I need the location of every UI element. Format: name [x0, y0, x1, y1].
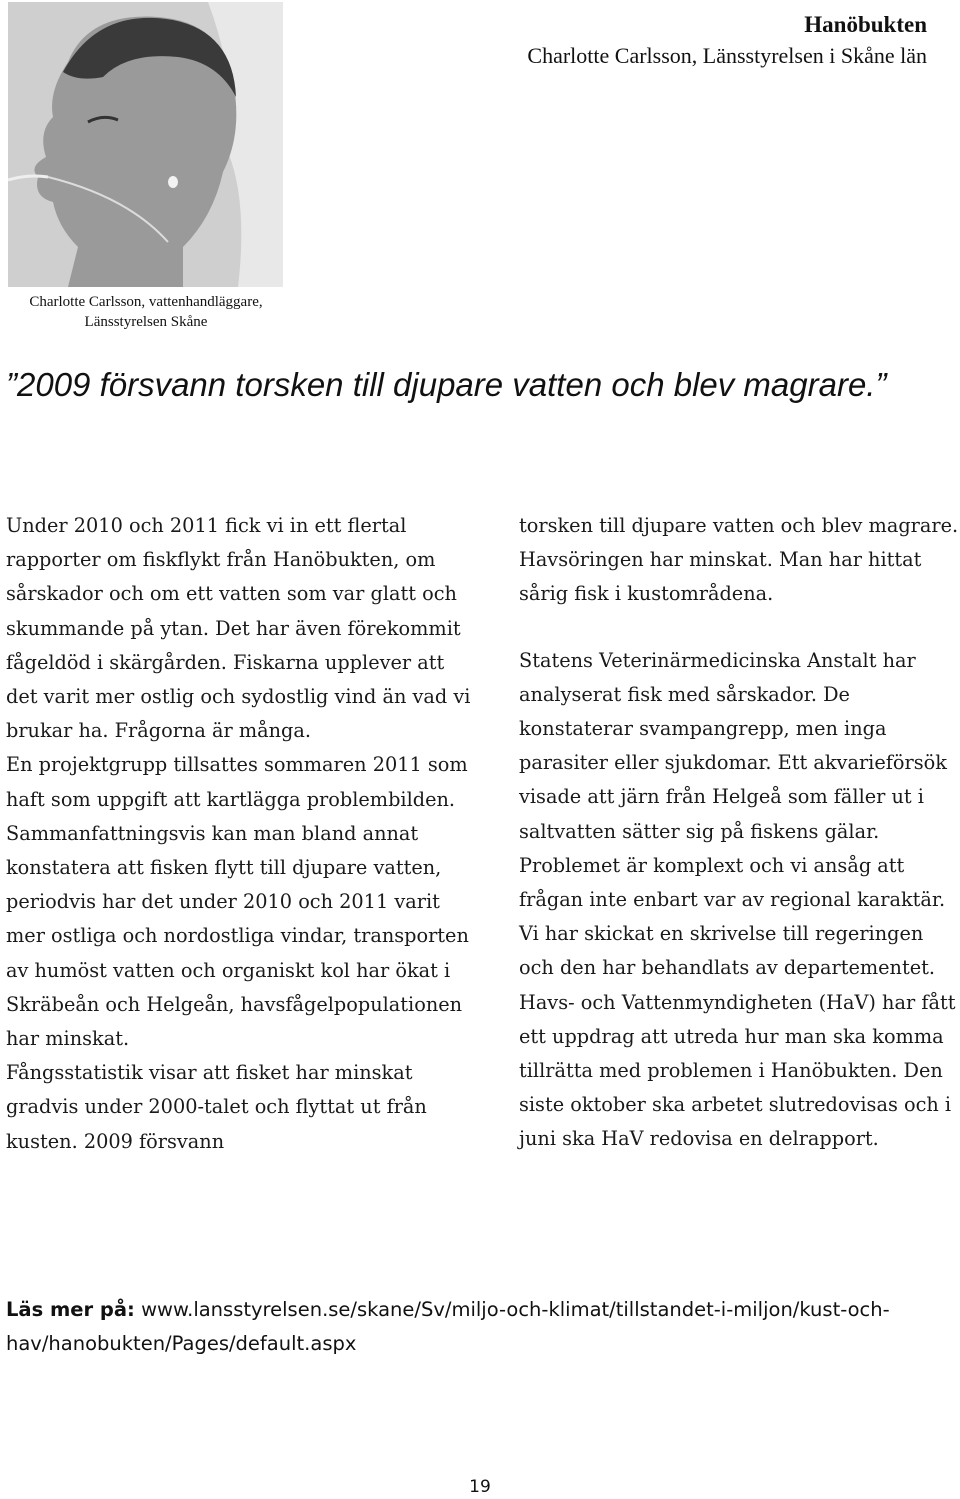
- pull-quote: ”2009 försvann torsken till djupare vatten och blev magrare.”: [6, 366, 887, 403]
- paragraph: Problemet är komplext och vi ansåg att frågan inte enbart var av regional karaktär. Vi har skickat en skrivelse till regeringen och den har behandlats av departementet. Havs- och Vattenmyndigheten (HaV) har fått ett uppdrag att utreda hur man ska komma tillrätta med problemen i Hanöbukten. Den siste oktober ska arbetet slutredovisas och i juni ska HaV redovisa en delrapport.: [519, 853, 956, 1151]
- photo-caption: [6, 292, 286, 332]
- body-column-right: [519, 509, 959, 1157]
- read-more-link[interactable]: www.lansstyrelsen.se/skane/Sv/miljo-och-klimat/tillstandet-i-miljon/kust-och-hav/hanobukten/Pages/default.aspx: [6, 1298, 890, 1355]
- caption-line-1: Charlotte Carlsson, vattenhandläggare,: [29, 294, 263, 310]
- caption-line-2: Länsstyrelsen Skåne: [84, 314, 208, 330]
- paragraph: Under 2010 och 2011 fick vi in ett flertal rapporter om fiskflykt från Hanöbukten, om sårskador och om ett vatten som var glatt och skummande på ytan. Det har även förekommit fågeldöd i skärgården. Fiskarna upplever att det varit mer ostlig och sydostlig vind än vad vi brukar ha. Frågorna är många.: [6, 514, 471, 743]
- paragraph: En projektgrupp tillsattes sommaren 2011 som haft som uppgift att kartlägga problembilden. Sammanfattningsvis kan man bland annat konstatera att fisken flytt till djupare vatten, periodvis har det under 2010 och 2011 varit mer ostliga och nordostliga vindar, transporten av humöst vatten och organiskt kol har ökat i Skräbeån och Helgeån, havsfågelpopulationen har minskat.: [6, 753, 469, 1051]
- body-column-left: [6, 509, 476, 1159]
- page-header: [527, 10, 927, 72]
- paragraph: torsken till djupare vatten och blev magrare. Havsöringen har minskat. Man har hittat sårig fisk i kustområdena.: [519, 514, 959, 606]
- paragraph: Statens Veterinärmedicinska Anstalt har analyserat fisk med sårskador. De konstaterar svampangrepp, men inga parasiter eller sjukdomar. Ett akvarieförsök visade att järn från Helgeå som fäller ut i saltvatten sätter sig på fiskens gälar.: [519, 648, 947, 843]
- portrait-photo: [8, 2, 283, 287]
- article-title: Hanöbukten: [804, 12, 927, 37]
- paragraph: Fångsstatistik visar att fisket har minskat gradvis under 2000-talet och flyttat ut från kusten. 2009 försvann: [6, 1061, 427, 1153]
- page-number: 19: [469, 1477, 491, 1497]
- article-author: Charlotte Carlsson, Länsstyrelsen i Skåne län: [527, 43, 927, 68]
- read-more: [6, 1293, 946, 1361]
- read-more-label: Läs mer på:: [6, 1298, 135, 1321]
